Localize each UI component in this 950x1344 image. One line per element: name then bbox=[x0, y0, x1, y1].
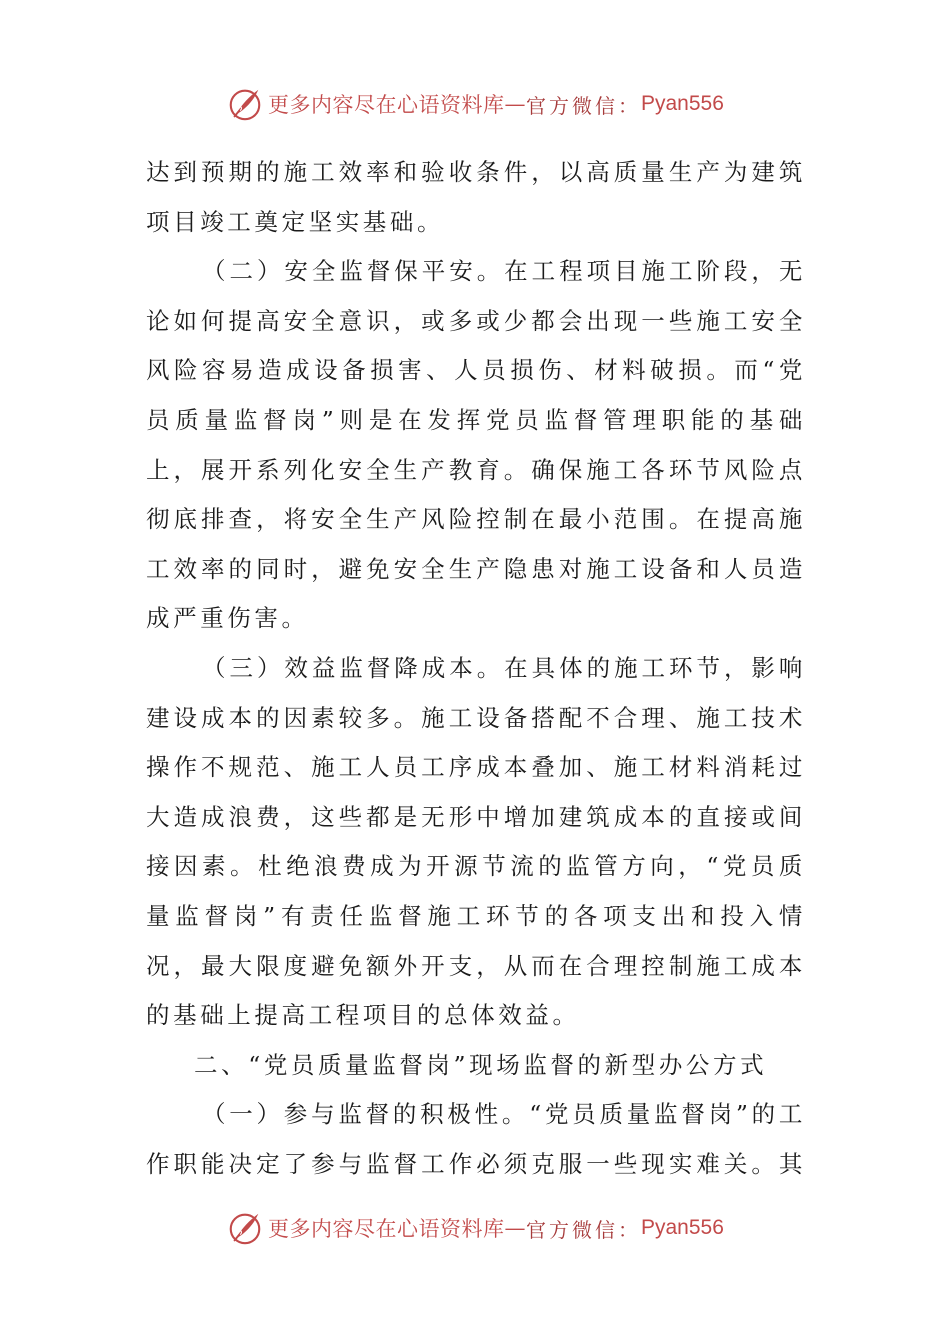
paragraph-cost-supervision: （三）效益监督降成本。在具体的施工环节，影响建设成本的因素较多。施工设备搭配不合理、施工技术操作不规范、施工人员工序成本叠加、施工材料消耗过大造成浪费，这些都是无形中增加建筑成本的直接或间接因素。杜绝浪费成为开源节流的监管方向，“党员质量监督岗”有责任监督施工环节的各项支出和投入情况，最大限度避免额外开支，从而在合理控制施工成本的基础上提高工程项目的总体效益。 bbox=[146, 653, 806, 1030]
watermark-dash: — bbox=[504, 92, 526, 116]
quill-pen-circle-icon bbox=[226, 85, 264, 123]
watermark-title: 更多内容尽在心语资料库 bbox=[268, 1217, 505, 1241]
watermark-dash: — bbox=[504, 1216, 526, 1240]
section-heading-2: 二、“党员质量监督岗”现场监督的新型办公方式 bbox=[194, 1050, 768, 1079]
watermark-wechat-id: Pyan556 bbox=[641, 1216, 724, 1239]
footer-watermark bbox=[226, 1208, 746, 1248]
document-body bbox=[146, 148, 806, 1188]
watermark-title: 更多内容尽在心语资料库 bbox=[268, 93, 505, 117]
paragraph-participation: （一）参与监督的积极性。“党员质量监督岗”的工作职能决定了参与监督工作必须克服一些现实难关。其 bbox=[146, 1100, 806, 1178]
header-watermark bbox=[226, 84, 746, 124]
paragraph-safety-supervision: （二）安全监督保平安。在工程项目施工阶段，无论如何提高安全意识，或多或少都会出现一些施工安全风险容易造成设备损害、人员损伤、材料破损。而“党员质量监督岗”则是在发挥党员监督管理职能的基础上，展开系列化安全生产教育。确保施工各环节风险点彻底排查，将安全生产风险控制在最小范围。在提高施工效率的同时，避免安全生产隐患对施工设备和人员造成严重伤害。 bbox=[146, 257, 806, 633]
watermark-wechat-id: Pyan556 bbox=[641, 92, 724, 115]
paragraph-continuation: 达到预期的施工效率和验收条件，以高质量生产为建筑项目竣工奠定坚实基础。 bbox=[146, 158, 806, 236]
watermark-subtitle: 官方微信： bbox=[526, 1217, 641, 1242]
watermark-subtitle: 官方微信： bbox=[526, 93, 641, 118]
quill-pen-circle-icon bbox=[226, 1209, 264, 1247]
